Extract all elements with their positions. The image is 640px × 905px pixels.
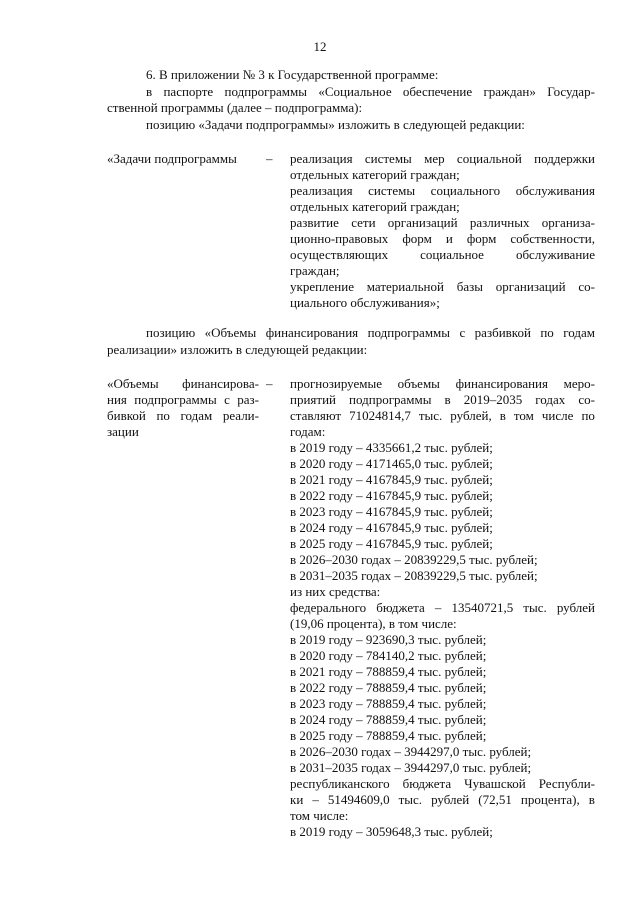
financing-line: ставляют 71024814,7 тыс. рублей, в том числе по: [290, 408, 595, 423]
financing-instruction-word: с: [459, 325, 466, 340]
tasks-line: осуществляющих социальное обслуживание: [290, 247, 595, 262]
tasks-line: развитие сети организаций различных организа-: [290, 215, 595, 230]
page-number: 12: [313, 39, 327, 54]
passport-intro-word: «Социальное: [318, 84, 392, 99]
financing-label-line: ния подпрограммы с раз-: [107, 392, 259, 407]
financing-line: в 2031–2035 годах – 20839229,5 тыс. рублей;: [290, 568, 538, 583]
tasks-dash: –: [266, 151, 273, 166]
financing-label-line: зации: [107, 424, 139, 439]
financing-line: в 2025 году – 4167845,9 тыс. рублей;: [290, 536, 493, 551]
passport-intro-line-1: [146, 84, 595, 100]
financing-label-line: бивкой по годам реали-: [107, 408, 259, 423]
financing-instruction-line-1: [146, 325, 595, 341]
financing-line: в 2025 году – 788859,4 тыс. рублей;: [290, 728, 487, 743]
financing-line: (19,06 процента), в том числе:: [290, 616, 457, 631]
financing-instruction-word: по: [540, 325, 554, 340]
financing-line: приятий подпрограммы в 2019–2035 годах со-: [290, 392, 595, 407]
financing-instruction-line-2: реализации» изложить в следующей редакции:: [107, 342, 368, 357]
financing-line: республиканского бюджета Чувашской Республи-: [290, 776, 595, 791]
financing-line: в 2022 году – 788859,4 тыс. рублей;: [290, 680, 487, 695]
financing-instruction-word: годам: [563, 325, 595, 340]
financing-line: прогнозируемые объемы финансирования меро-: [290, 376, 595, 391]
passport-intro-word: в: [146, 84, 153, 99]
financing-line: в 2019 году – 4335661,2 тыс. рублей;: [290, 440, 493, 455]
passport-intro-word: подпрограммы: [224, 84, 307, 99]
financing-position-label: [107, 376, 259, 440]
financing-label-line: «Объемы финансирова-: [107, 376, 259, 391]
financing-line: в 2020 году – 784140,2 тыс. рублей;: [290, 648, 487, 663]
financing-instruction-word: финансирования: [265, 325, 359, 340]
financing-line: из них средства:: [290, 584, 381, 599]
passport-intro-word: граждан»: [483, 84, 536, 99]
tasks-line: граждан;: [290, 263, 340, 278]
financing-line: в 2024 году – 4167845,9 тыс. рублей;: [290, 520, 493, 535]
financing-line: в 2022 году – 4167845,9 тыс. рублей;: [290, 488, 493, 503]
financing-line: в 2020 году – 4171465,0 тыс. рублей;: [290, 456, 493, 471]
passport-intro-word: паспорте: [163, 84, 214, 99]
tasks-instruction: позицию «Задачи подпрограммы» изложить в следующей редакции:: [146, 117, 525, 132]
financing-line: том числе:: [290, 808, 349, 823]
financing-line: в 2019 году – 923690,3 тыс. рублей;: [290, 632, 487, 647]
tasks-line: циального обслуживания»;: [290, 295, 440, 310]
tasks-text-block: [290, 151, 595, 311]
financing-line: в 2019 году – 3059648,3 тыс. рублей;: [290, 824, 493, 839]
financing-instruction-word: разбивкой: [474, 325, 531, 340]
tasks-line: ционно-правовых форм и форм собственности,: [290, 231, 595, 246]
tasks-line: реализация системы социального обслуживания: [290, 183, 595, 198]
financing-line: федерального бюджета – 13540721,5 тыс. рублей: [290, 600, 595, 615]
financing-line: в 2031–2035 годах – 3944297,0 тыс. рублей;: [290, 760, 532, 775]
passport-intro-word: Государ-: [547, 84, 595, 99]
financing-line: в 2023 году – 788859,4 тыс. рублей;: [290, 696, 487, 711]
financing-text-block: [290, 376, 595, 840]
tasks-line: реализация системы мер социальной поддержки: [290, 151, 595, 166]
financing-instruction-word: подпрограммы: [367, 325, 451, 340]
tasks-line: отдельных категорий граждан;: [290, 167, 460, 182]
tasks-line: отдельных категорий граждан;: [290, 199, 460, 214]
passport-intro-word: обеспечение: [402, 84, 473, 99]
financing-instruction-word: «Объемы: [204, 325, 257, 340]
financing-line: в 2026–2030 годах – 3944297,0 тыс. рублей;: [290, 744, 532, 759]
passport-intro-line-2: ственной программы (далее – подпрограмма):: [107, 100, 363, 115]
financing-line: в 2021 году – 788859,4 тыс. рублей;: [290, 664, 487, 679]
financing-instruction-word: позицию: [146, 325, 196, 340]
tasks-line: укрепление материальной базы организаций со-: [290, 279, 595, 294]
financing-line: годам:: [290, 424, 326, 439]
financing-dash: –: [266, 376, 273, 391]
financing-line: в 2024 году – 788859,4 тыс. рублей;: [290, 712, 487, 727]
financing-line: в 2026–2030 годах – 20839229,5 тыс. рублей;: [290, 552, 538, 567]
tasks-position-label: «Задачи подпрограммы: [107, 151, 237, 166]
financing-line: в 2021 году – 4167845,9 тыс. рублей;: [290, 472, 493, 487]
amendment-item-heading: 6. В приложении № 3 к Государственной программе:: [146, 67, 439, 82]
financing-line: ки – 51494609,0 тыс. рублей (72,51 процента), в: [290, 792, 595, 807]
financing-line: в 2023 году – 4167845,9 тыс. рублей;: [290, 504, 493, 519]
